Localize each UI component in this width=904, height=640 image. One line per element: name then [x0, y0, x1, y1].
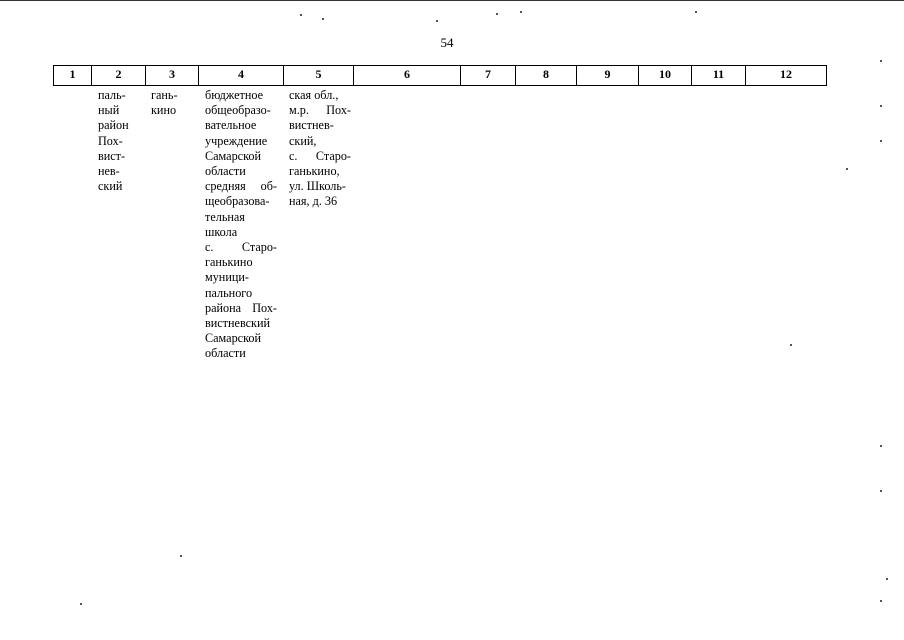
header-cell: 1	[54, 66, 92, 85]
cell-line: пального	[205, 285, 253, 300]
scan-speck	[880, 490, 882, 492]
cell-line: кино	[151, 103, 177, 118]
cell-line: области	[205, 164, 246, 179]
scan-speck	[846, 168, 848, 170]
scan-speck	[880, 105, 882, 107]
cell-line: области	[205, 346, 246, 361]
cell-line: общеобразо-	[205, 103, 271, 118]
cell-line: ская обл.,	[289, 88, 339, 102]
cell-line: ул. Школь-	[289, 179, 346, 194]
header-cell: 2	[92, 66, 146, 85]
header-cell: 10	[639, 66, 692, 85]
cell-line: Самарской	[205, 331, 261, 346]
cell-line: ский,	[289, 133, 317, 148]
cell-line: вательное	[205, 118, 257, 133]
cell-line: района Пох-	[205, 300, 277, 315]
cell-line: школа	[205, 224, 238, 239]
cell-line: вистневский	[205, 316, 271, 331]
header-cell: 11	[692, 66, 746, 85]
scan-speck	[496, 13, 498, 15]
cell-line: щеобразова-	[205, 194, 270, 209]
scan-speck	[790, 344, 792, 346]
cell-line: ганькино	[205, 255, 253, 270]
cell-institution-name	[205, 88, 277, 362]
scan-speck	[886, 578, 888, 580]
table-header-row	[53, 65, 827, 86]
top-edge-line	[0, 0, 904, 1]
scan-speck	[880, 445, 882, 447]
scan-speck	[880, 140, 882, 142]
cell-line: вистнев-	[289, 118, 334, 133]
header-cell: 5	[284, 66, 354, 85]
cell-line: ная, д. 36	[289, 194, 338, 209]
page-number: 54	[440, 35, 454, 50]
cell-line: муници-	[205, 270, 249, 285]
scan-speck	[300, 14, 302, 16]
cell-line: м.р. Пох-	[289, 103, 351, 118]
cell-line: район	[98, 118, 129, 133]
scan-speck	[520, 11, 522, 13]
cell-line: Самарской	[205, 148, 261, 163]
cell-line: с. Старо-	[289, 148, 351, 163]
header-cell: 6	[354, 66, 461, 85]
cell-line: средняя об-	[205, 179, 277, 194]
header-cell: 12	[780, 67, 792, 81]
cell-line: гань-	[151, 88, 178, 102]
cell-line: ганькино,	[289, 164, 340, 179]
scan-speck	[880, 600, 882, 602]
scan-speck	[695, 11, 697, 13]
cell-line: ный	[98, 103, 120, 118]
cell-line: нев-	[98, 164, 120, 179]
header-cell: 4	[199, 66, 284, 85]
cell-settlement	[151, 88, 191, 118]
scan-speck	[80, 603, 82, 605]
header-cell: 7	[461, 66, 516, 85]
cell-line: с. Старо-	[205, 240, 277, 255]
cell-line: тельная	[205, 209, 245, 224]
scan-speck	[180, 555, 182, 557]
scan-speck	[322, 18, 324, 20]
cell-line: Пох-	[98, 133, 123, 148]
scan-speck	[436, 20, 438, 22]
cell-municipal-district	[98, 88, 134, 194]
header-cell: 8	[516, 66, 577, 85]
cell-line: учреждение	[205, 133, 268, 148]
cell-line: паль-	[98, 88, 126, 102]
cell-address	[289, 88, 351, 210]
header-cell: 9	[577, 66, 639, 85]
scan-speck	[880, 60, 882, 62]
header-cell: 3	[146, 66, 199, 85]
cell-line: вист-	[98, 148, 126, 163]
cell-line: бюджетное	[205, 88, 264, 102]
cell-line: ский	[98, 179, 123, 194]
